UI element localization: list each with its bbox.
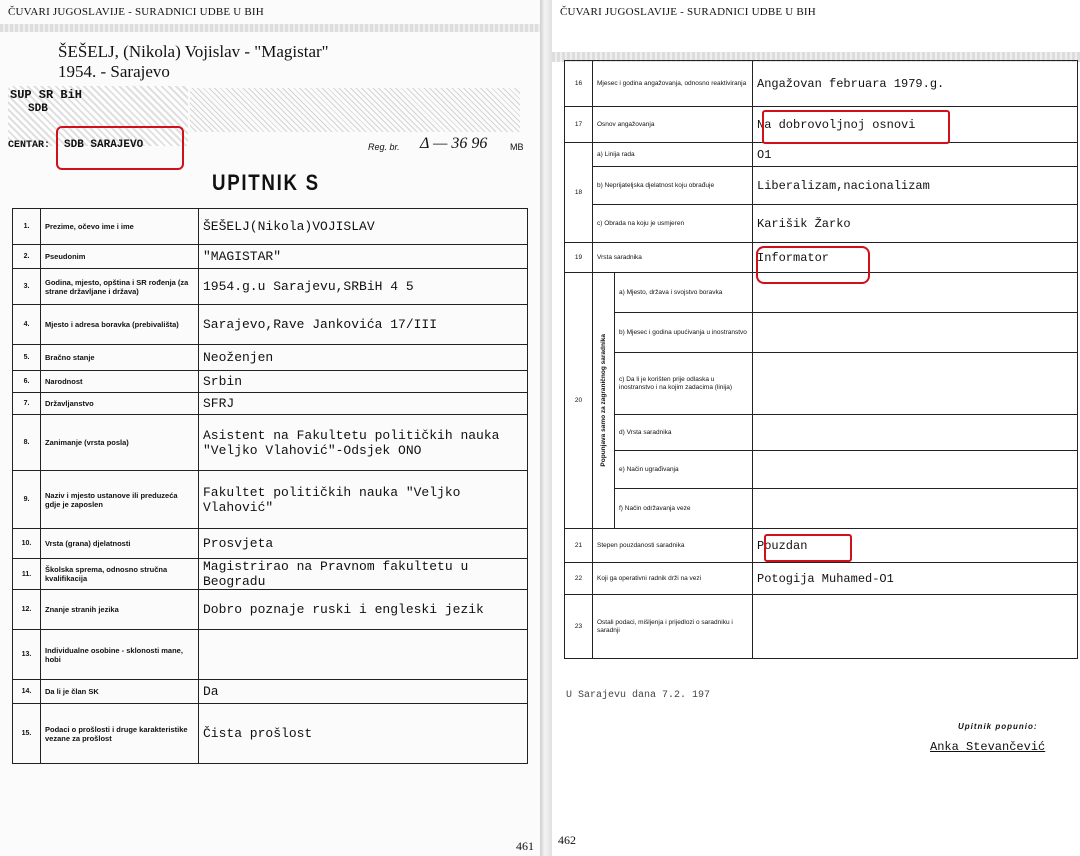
r16-value: Angažovan februara 1979.g. xyxy=(753,61,1078,107)
r20f-value xyxy=(753,489,1078,529)
left-form-row xyxy=(13,305,528,345)
red-annotation-osnov xyxy=(762,110,950,144)
row-label: Znanje stranih jezika xyxy=(41,590,199,630)
left-form-row xyxy=(13,269,528,305)
place-date: U Sarajevu dana 7.2. 197 xyxy=(566,690,711,701)
row-label: Individualne osobine - sklonosti mane, hobi xyxy=(41,630,199,680)
r22-value: Potogija Muhamed-O1 xyxy=(753,563,1078,595)
left-form-row xyxy=(13,471,528,529)
row-value: Asistent na Fakultetu političkih nauka "Veljko Vlahović"-Odsjek ONO xyxy=(199,415,528,471)
left-form-row xyxy=(13,371,528,393)
row-label: Zanimanje (vrsta posla) xyxy=(41,415,199,471)
left-form-row xyxy=(13,680,528,704)
red-annotation-pouzdan xyxy=(764,534,852,562)
r21-num: 21 xyxy=(565,529,593,563)
row-number: 2. xyxy=(13,245,41,269)
r20-side-label: Popunjava samo za zagraničnog saradnika xyxy=(600,334,607,467)
reg-value: Δ — 36 96 xyxy=(420,135,488,152)
r16-label: Mjesec i godina angažovanja, odnosno reaktiviranja xyxy=(593,61,753,107)
left-page-header: ČUVARI JUGOSLAVIJE - SURADNICI UDBE U BIH xyxy=(8,6,264,18)
person-name: ŠEŠELJ, (Nikola) Vojislav - "Magistar" xyxy=(58,42,329,61)
stamp-line2: SDB xyxy=(28,103,48,115)
header-rule xyxy=(0,24,540,32)
right-form-table xyxy=(564,60,1078,659)
right-page-header: ČUVARI JUGOSLAVIJE - SURADNICI UDBE U BIH xyxy=(560,6,816,18)
row-number: 15. xyxy=(13,704,41,764)
r22-label: Koji ga operativni radnik drži na vezi xyxy=(593,563,753,595)
r20c-label: c) Da li je korišten prije odlaska u inostranstvo i na kojim zadacima (linija) xyxy=(615,353,753,415)
left-form-row xyxy=(13,245,528,269)
r18a-value: O1 xyxy=(753,143,1078,167)
row-value: Neoženjen xyxy=(199,345,528,371)
r20e-value xyxy=(753,451,1078,489)
right-page xyxy=(552,0,1080,856)
row-number: 11. xyxy=(13,559,41,590)
r16-num: 16 xyxy=(565,61,593,107)
row-label: Da li je član SK xyxy=(41,680,199,704)
page-number-left: 461 xyxy=(516,839,534,853)
r18a-label: a) Linija rada xyxy=(593,143,753,167)
row-number: 10. xyxy=(13,529,41,559)
row-value: Sarajevo,Rave Jankovića 17/III xyxy=(199,305,528,345)
row-label: Državljanstvo xyxy=(41,393,199,415)
row-label: Narodnost xyxy=(41,371,199,393)
person-birth: 1954. - Sarajevo xyxy=(58,62,170,81)
row-value: Fakultet političkih nauka "Veljko Vlahović" xyxy=(199,471,528,529)
r19-num: 19 xyxy=(565,243,593,273)
row-label: Vrsta (grana) djelatnosti xyxy=(41,529,199,559)
row-number: 1. xyxy=(13,209,41,245)
row-label: Pseudonim xyxy=(41,245,199,269)
left-form-row xyxy=(13,393,528,415)
r17-value: Na dobrovoljnoj osnovi xyxy=(753,107,1078,143)
r20c-value xyxy=(753,353,1078,415)
row-number: 5. xyxy=(13,345,41,371)
row-label: Mjesto i adresa boravka (prebivališta) xyxy=(41,305,199,345)
r18b-label: b) Neprijateljska djelatnost koju obrađuje xyxy=(593,167,753,205)
row-number: 8. xyxy=(13,415,41,471)
row-number: 14. xyxy=(13,680,41,704)
r20-num: 20 xyxy=(565,273,593,529)
left-form-row xyxy=(13,590,528,630)
row-label: Podaci o prošlosti i druge karakteristike vezane za prošlost xyxy=(41,704,199,764)
r21-value: Pouzdan xyxy=(753,529,1078,563)
r20d-value xyxy=(753,415,1078,451)
row-label: Bračno stanje xyxy=(41,345,199,371)
row-label: Naziv i mjesto ustanove ili preduzeća gdje je zaposlen xyxy=(41,471,199,529)
left-form-table xyxy=(12,208,528,764)
row-value: SFRJ xyxy=(199,393,528,415)
left-form-row xyxy=(13,415,528,471)
row-value: 1954.g.u Sarajevu,SRBiH 4 5 xyxy=(199,269,528,305)
row-number: 12. xyxy=(13,590,41,630)
row-number: 13. xyxy=(13,630,41,680)
row-value: Magistrirao na Pravnom fakultetu u Beogradu xyxy=(199,559,528,590)
form-title: UPITNIK S xyxy=(212,170,320,195)
scan-noise xyxy=(190,88,520,132)
mb-label: MB xyxy=(510,142,524,152)
r17-label: Osnov angažovanja xyxy=(593,107,753,143)
left-form-row xyxy=(13,209,528,245)
left-form-row xyxy=(13,529,528,559)
stamp-line1: SUP SR BiH xyxy=(10,88,83,102)
page-number-right: 462 xyxy=(558,833,576,847)
row-value: Čista prošlost xyxy=(199,704,528,764)
row-value xyxy=(199,630,528,680)
red-annotation-informator xyxy=(756,246,870,284)
r20b-label: b) Mjesec i godina upućivanja u inostranstvo xyxy=(615,313,753,353)
left-form-row xyxy=(13,559,528,590)
r17-num: 17 xyxy=(565,107,593,143)
left-form-row xyxy=(13,630,528,680)
centar-label: CENTAR: xyxy=(8,140,51,151)
row-number: 7. xyxy=(13,393,41,415)
left-form-row xyxy=(13,345,528,371)
person-heading xyxy=(58,42,329,82)
row-value: Prosvjeta xyxy=(199,529,528,559)
reg-label: Reg. br. xyxy=(368,142,400,152)
r18c-label: c) Obrada na koju je usmjeren xyxy=(593,205,753,243)
row-number: 3. xyxy=(13,269,41,305)
row-value: Da xyxy=(199,680,528,704)
r23-value xyxy=(753,595,1078,659)
r18-num: 18 xyxy=(565,143,593,243)
left-form-row xyxy=(13,704,528,764)
row-number: 9. xyxy=(13,471,41,529)
row-number: 4. xyxy=(13,305,41,345)
r20f-label: f) Način održavanja veze xyxy=(615,489,753,529)
book-gutter xyxy=(540,0,552,856)
row-label: Školska sprema, odnosno stručna kvalifikacija xyxy=(41,559,199,590)
row-value: "MAGISTAR" xyxy=(199,245,528,269)
r21-label: Stepen pouzdanosti saradnika xyxy=(593,529,753,563)
row-value: Srbin xyxy=(199,371,528,393)
row-value: Dobro poznaje ruski i engleski jezik xyxy=(199,590,528,630)
row-label: Prezime, očevo ime i ime xyxy=(41,209,199,245)
row-label: Godina, mjesto, opština i SR rođenja (za strane državljane i država) xyxy=(41,269,199,305)
r19-label: Vrsta saradnika xyxy=(593,243,753,273)
r20d-label: d) Vrsta saradnika xyxy=(615,415,753,451)
red-annotation-centar xyxy=(56,126,184,170)
r20e-label: e) Način ugrađivanja xyxy=(615,451,753,489)
r20a-label: a) Mjesto, država i svojstvo boravka xyxy=(615,273,753,313)
r18b-value: Liberalizam,nacionalizam xyxy=(753,167,1078,205)
row-value: ŠEŠELJ(Nikola)VOJISLAV xyxy=(199,209,528,245)
r23-num: 23 xyxy=(565,595,593,659)
r18c-value: Karišik Žarko xyxy=(753,205,1078,243)
row-number: 6. xyxy=(13,371,41,393)
signed-label: Upitnik popunio: xyxy=(958,722,1038,731)
centar-value: SDB SARAJEVO xyxy=(64,139,144,151)
r20b-value xyxy=(753,313,1078,353)
r23-label: Ostali podaci, mišljenja i prijedlozi o saradniku i saradnji xyxy=(593,595,753,659)
r19-value: Informator xyxy=(753,243,1078,273)
r20-side-cell xyxy=(593,273,615,529)
r22-num: 22 xyxy=(565,563,593,595)
signed-name: Anka Stevančević xyxy=(930,740,1046,754)
